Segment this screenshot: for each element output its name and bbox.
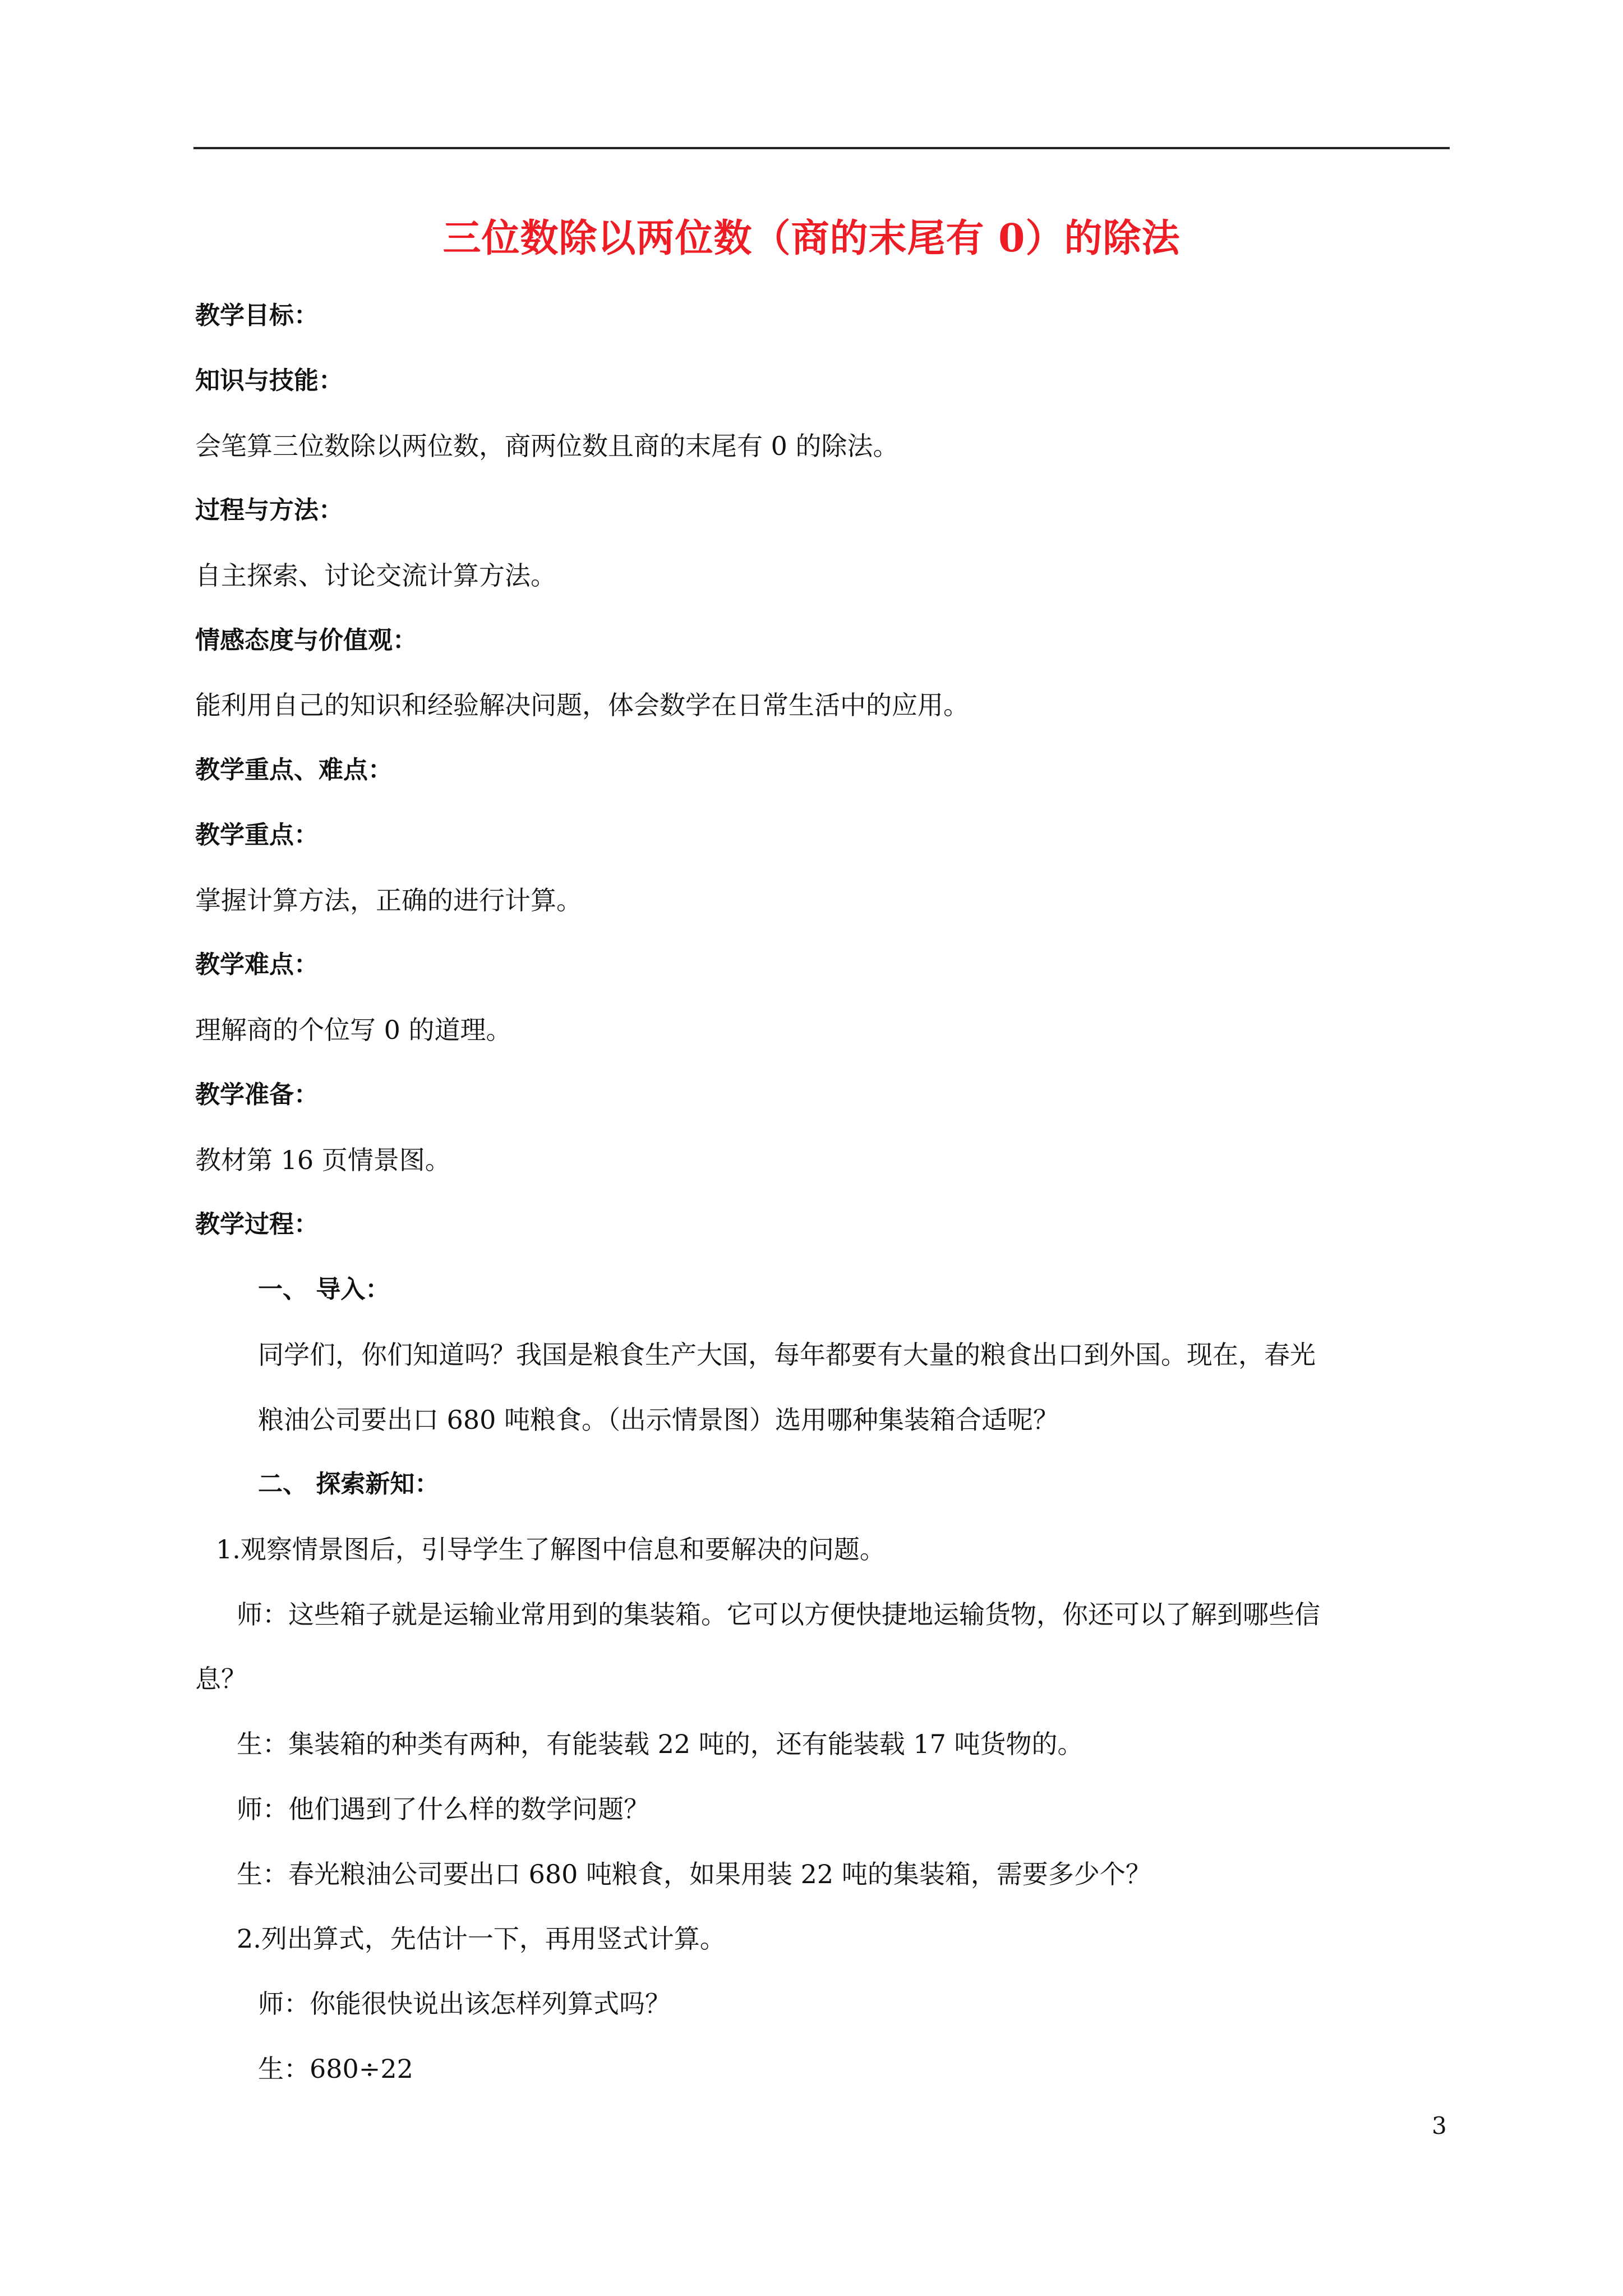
- heading-teaching-goals: 教学目标：: [195, 301, 319, 330]
- paragraph-student-2: 生：春光粮油公司要出口 680 吨粮食，如果用装 22 吨的集装箱，需要多少个？: [237, 1859, 1151, 1889]
- paragraph-teacher-1-line-2: 息？: [195, 1664, 247, 1694]
- paragraph-teacher-3: 师：你能很快说出该怎样列算式吗？: [258, 1989, 671, 2019]
- page-number: 3: [1432, 2112, 1447, 2139]
- header-rule: [193, 147, 1450, 149]
- heading-process-method: 过程与方法：: [195, 496, 343, 524]
- paragraph-student-3: 生：680÷22: [258, 2054, 413, 2084]
- paragraph-teaching-preparation: 教材第 16 页情景图。: [195, 1145, 451, 1175]
- paragraph-difficult-points: 理解商的个位写 0 的道理。: [195, 1015, 512, 1045]
- paragraph-teacher-2: 师：他们遇到了什么样的数学问题？: [237, 1794, 649, 1824]
- paragraph-introduction-line-1: 同学们，你们知道吗？我国是粮食生产大国，每年都要有大量的粮食出口到外国。现在，春光: [258, 1340, 1316, 1370]
- paragraph-introduction-line-2: 粮油公司要出口 680 吨粮食。（出示情景图）选用哪种集装箱合适呢？: [258, 1405, 1059, 1435]
- paragraph-knowledge-skills: 会笔算三位数除以两位数，商两位数且商的末尾有 0 的除法。: [195, 431, 899, 461]
- paragraph-student-1: 生：集装箱的种类有两种，有能装载 22 吨的，还有能装载 17 吨货物的。: [237, 1729, 1083, 1759]
- document-title: 三位数除以两位数（商的末尾有 0）的除法: [442, 216, 1181, 261]
- heading-key-difficult-points: 教学重点、难点：: [195, 756, 393, 784]
- heading-difficult-points: 教学难点：: [195, 950, 319, 979]
- paragraph-process-method: 自主探索、讨论交流计算方法。: [195, 560, 556, 591]
- heading-teaching-preparation: 教学准备：: [195, 1080, 319, 1109]
- paragraph-step-2: 2.列出算式，先估计一下，再用竖式计算。: [237, 1924, 726, 1954]
- paragraph-step-1: 1.观察情景图后，引导学生了解图中信息和要解决的问题。: [216, 1534, 886, 1565]
- heading-teaching-process: 教学过程：: [195, 1210, 319, 1239]
- paragraph-teacher-1-line-1: 师：这些箱子就是运输业常用到的集装箱。它可以方便快捷地运输货物，你还可以了解到哪些信: [237, 1599, 1320, 1630]
- heading-knowledge-skills: 知识与技能：: [195, 366, 343, 395]
- heading-key-points: 教学重点：: [195, 821, 319, 849]
- paragraph-key-points: 掌握计算方法，正确的进行计算。: [195, 885, 582, 915]
- heading-section-introduction: 一、 导入：: [258, 1275, 390, 1304]
- paragraph-attitude-values: 能利用自己的知识和经验解决问题，体会数学在日常生活中的应用。: [195, 690, 969, 720]
- heading-attitude-values: 情感态度与价值观：: [195, 626, 417, 655]
- heading-section-explore: 二、 探索新知：: [258, 1470, 440, 1498]
